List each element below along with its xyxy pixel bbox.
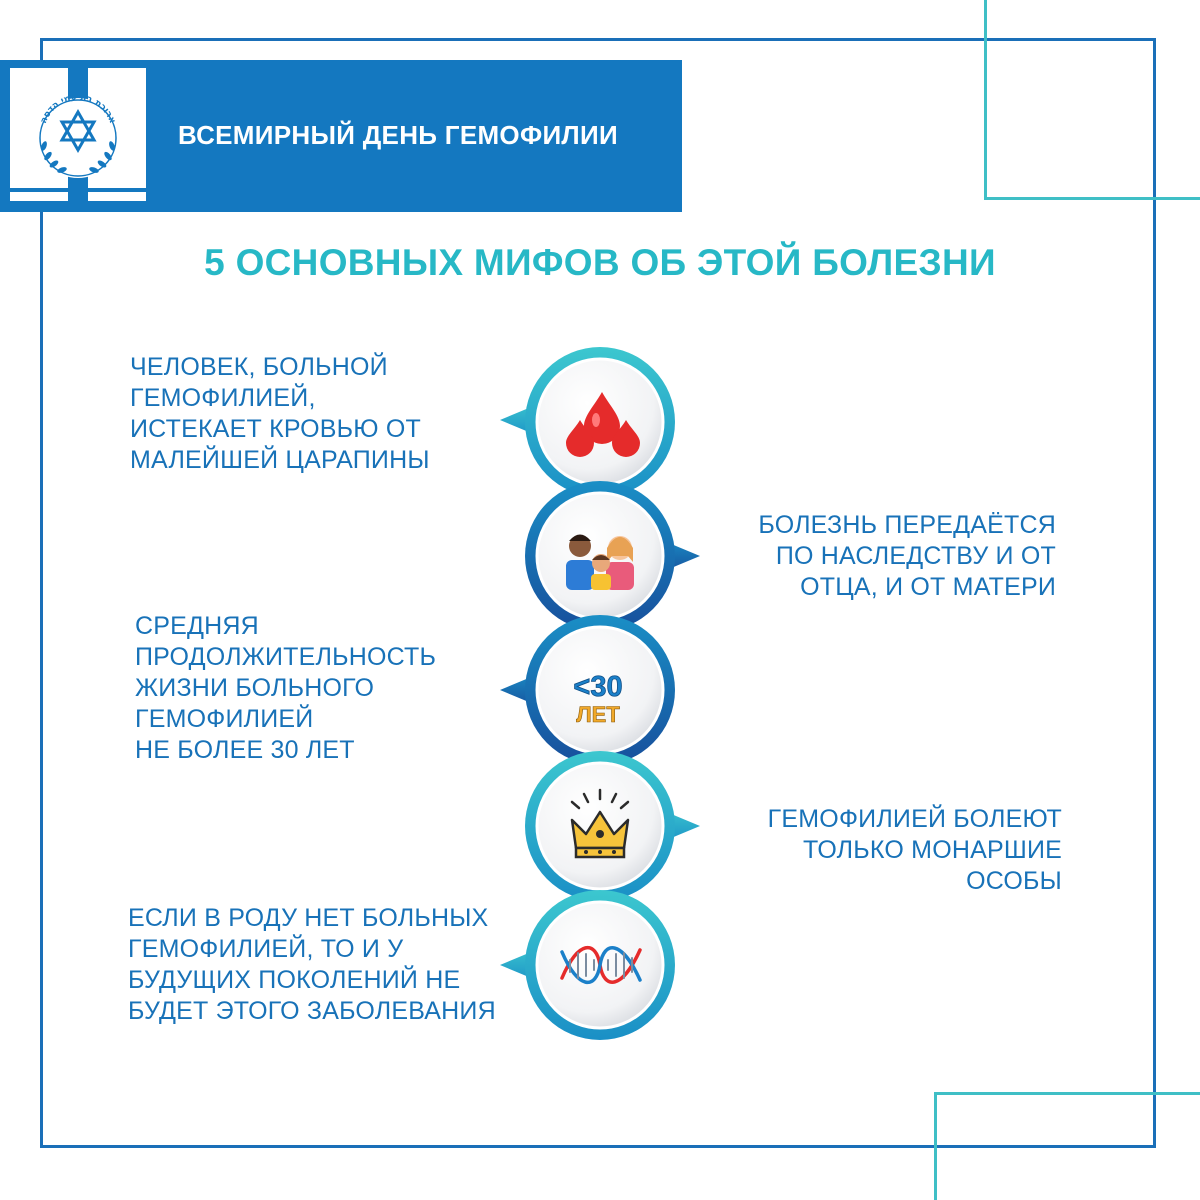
age-icon-number: <30: [573, 671, 623, 703]
myth-1-text: ЧЕЛОВЕК, БОЛЬНОЙ ГЕМОФИЛИЕЙ, ИСТЕКАЕТ КРОВЬЮ ОТ МАЛЕЙШЕЙ ЦАРАПИНЫ: [130, 353, 430, 474]
age-icon: [573, 671, 622, 727]
myth-2-text: БОЛЕЗНЬ ПЕРЕДАЁТСЯ ПО НАСЛЕДСТВУ И ОТ ОТЦА, И ОТ МАТЕРИ: [758, 511, 1056, 601]
myth-4-text: ГЕМОФИЛИЕЙ БОЛЕЮТ ТОЛЬКО МОНАРШИЕ ОСОБЫ: [767, 805, 1062, 895]
myth-5-text: ЕСЛИ В РОДУ НЕТ БОЛЬНЫХ ГЕМОФИЛИЕЙ, ТО И У БУДУЩИХ ПОКОЛЕНИЙ НЕ БУДЕТ ЭТОГО ЗАБОЛЕВАНИЯ: [128, 904, 496, 1025]
svg-text:ארוכת בת עמי הדסה: ארוכת בת עמי הדסה: [38, 92, 118, 126]
timeline-node-5: [500, 890, 675, 1040]
page-title: ВСЕМИРНЫЙ ДЕНЬ ГЕМОФИЛИИ: [178, 120, 618, 150]
myth-3-text: СРЕДНЯЯ ПРОДОЛЖИТЕЛЬНОСТЬ ЖИЗНИ БОЛЬНОГО ГЕМОФИЛИЕЙ НЕ БОЛЕЕ 30 ЛЕТ: [135, 612, 437, 764]
subtitle: 5 ОСНОВНЫХ МИФОВ ОБ ЭТОЙ БОЛЕЗНИ: [204, 242, 996, 283]
age-icon-unit: ЛЕТ: [576, 702, 620, 727]
timeline-node-4: [525, 751, 700, 901]
